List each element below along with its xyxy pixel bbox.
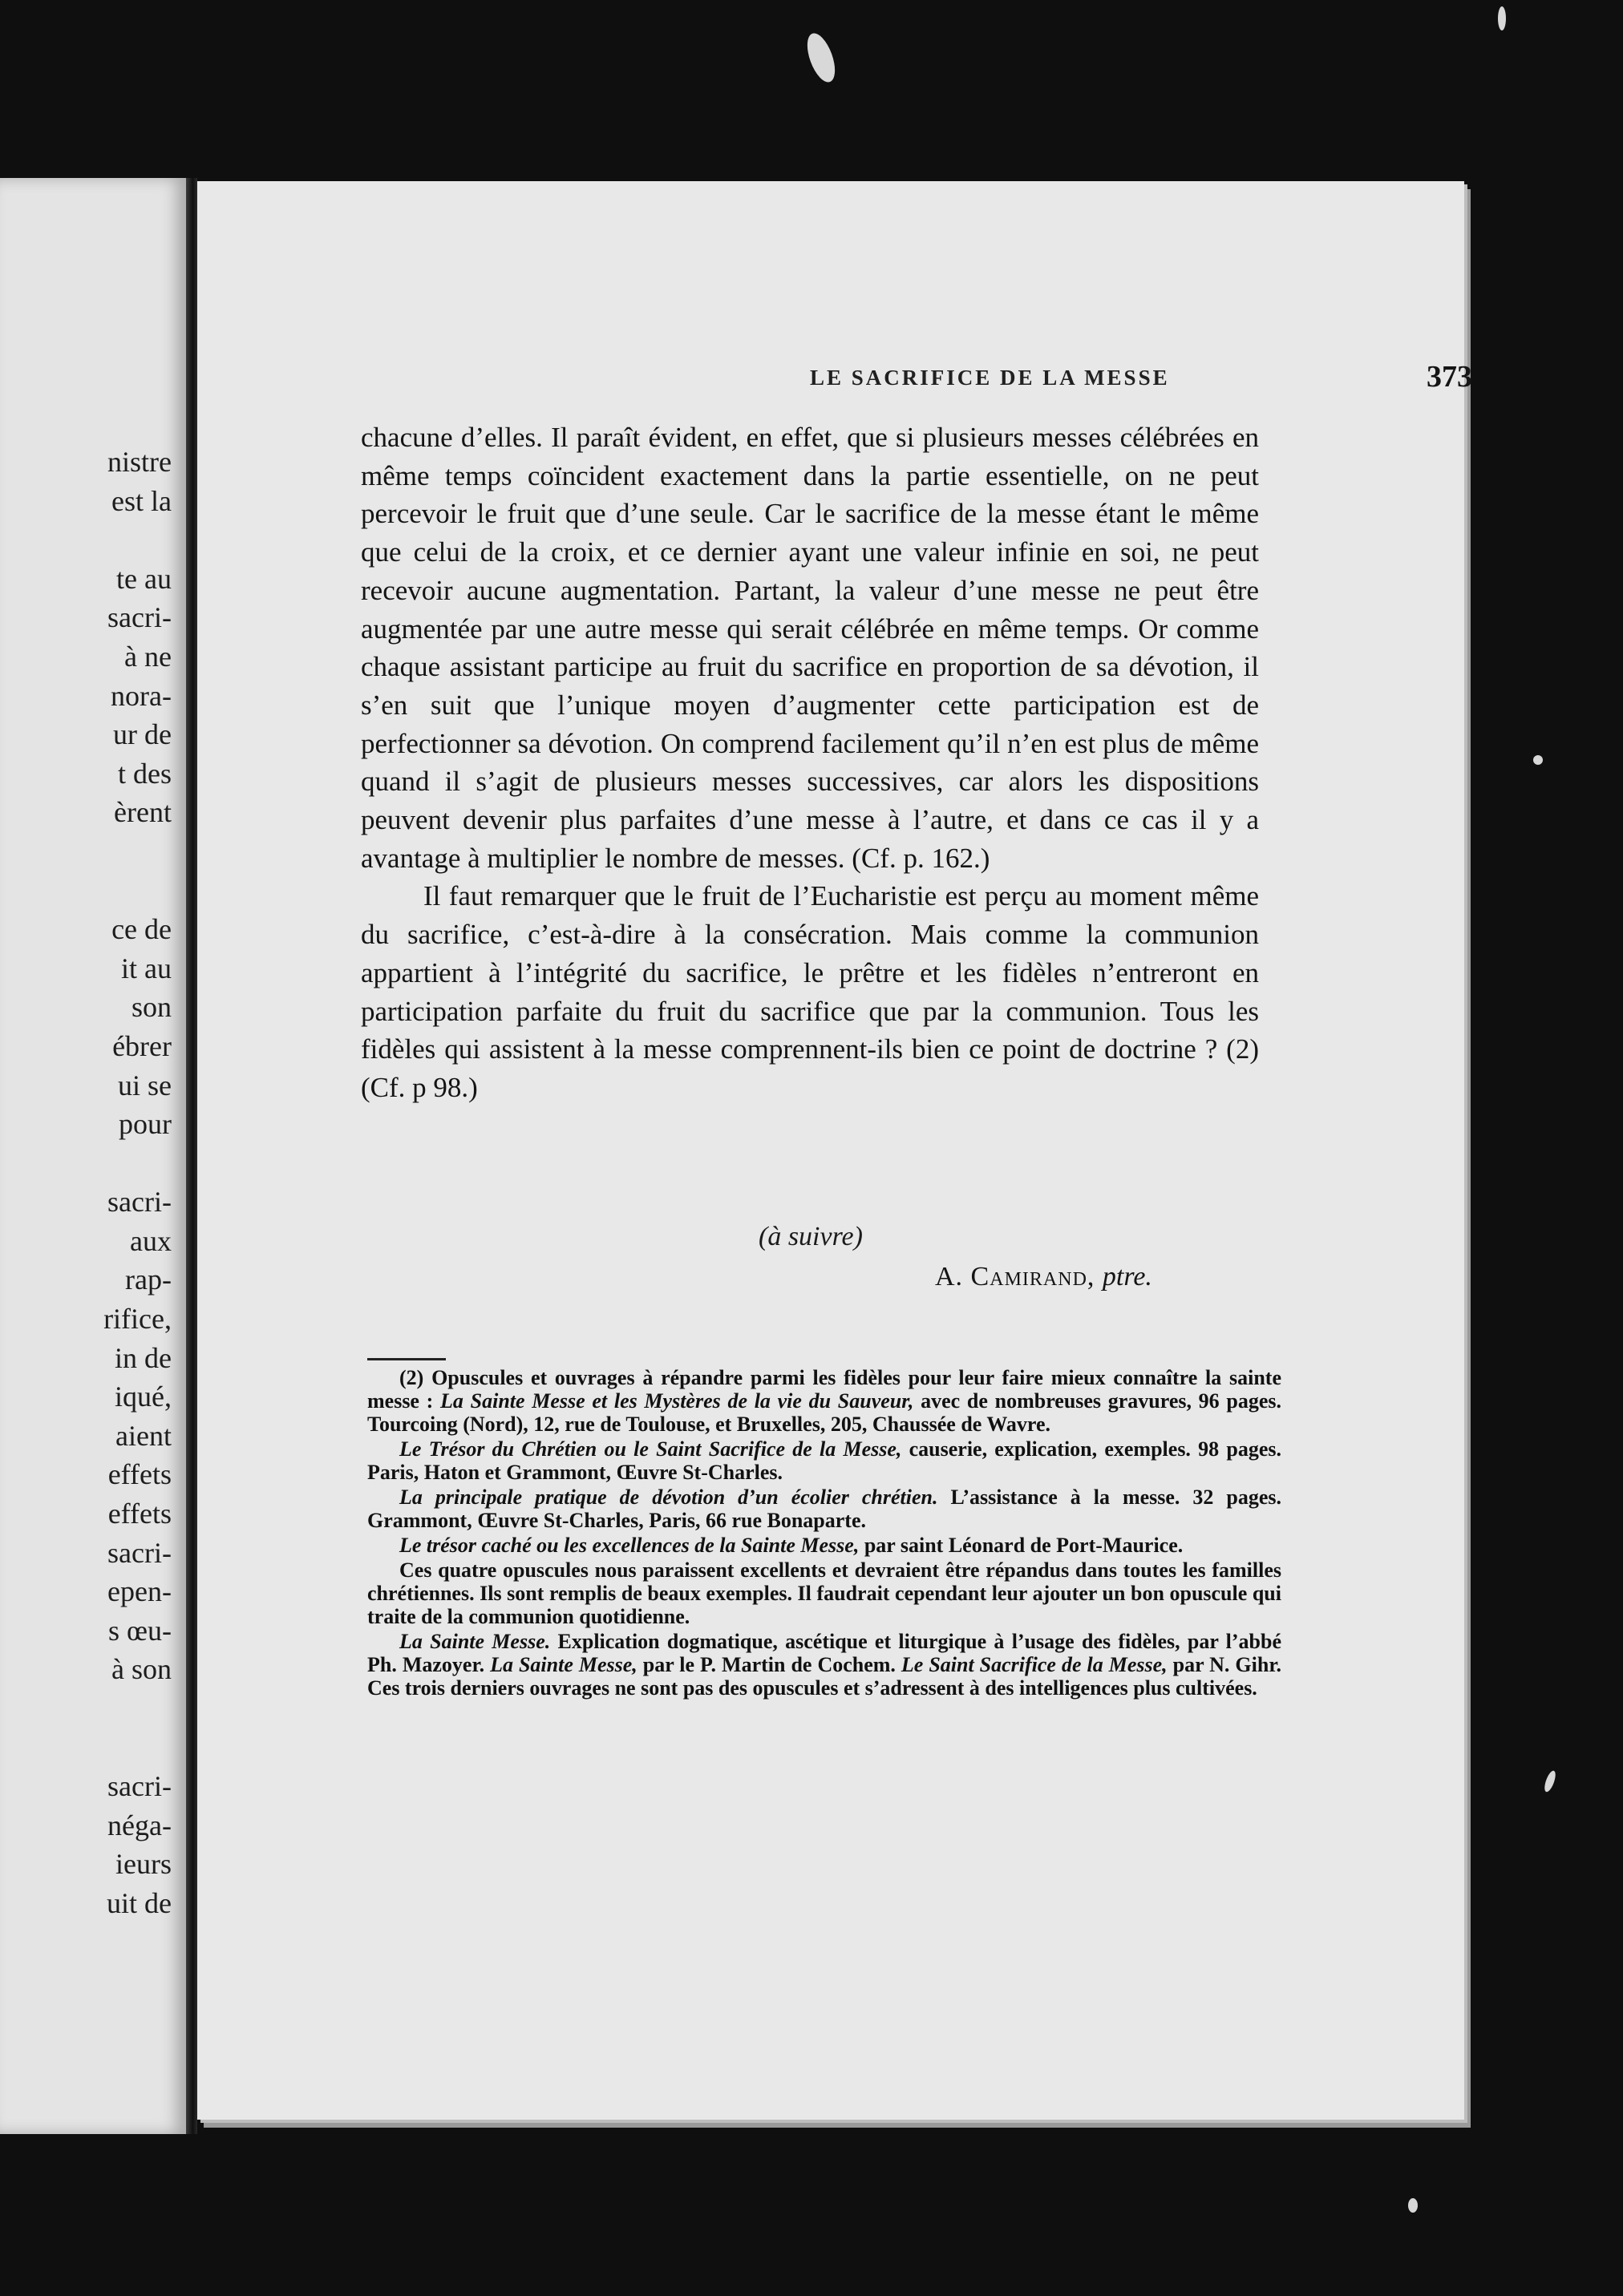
fragment-line: sacri- — [107, 1186, 172, 1219]
author-signature — [935, 1262, 1152, 1292]
previous-page-text — [11, 443, 172, 1923]
fragment-line: son — [131, 991, 172, 1024]
fragment-line: à son — [111, 1653, 172, 1686]
fragment-line: aient — [115, 1419, 172, 1452]
fragment-line: iqué, — [115, 1380, 172, 1413]
footnote-text: L’assistance à la messe. 32 pages. Grammont, Œuvre St-Charles, Paris, 66 rue Bonaparte. — [367, 1486, 1281, 1532]
fragment-line: ce de — [111, 913, 172, 946]
footnote-entry: Ces quatre opuscules nous paraissent excellents et devraient être répandus dans toutes les familles chrétiennes. Ils sont remplis de beaux exemples. Il faudrait cependant leur ajouter un bon opuscule qui traite de la communion quotidienne. — [367, 1558, 1281, 1628]
footnote-rule — [367, 1358, 446, 1360]
fragment-line: sacri- — [107, 1536, 172, 1569]
page-373 — [197, 181, 1472, 2120]
fragment-line: rifice, — [103, 1303, 172, 1336]
fragment-line: à ne — [124, 640, 172, 673]
footnote-entry — [367, 1437, 1281, 1484]
film-speck — [802, 30, 840, 86]
paragraph-1: chacune d’elles. Il paraît évident, en effet, que si plusieurs messes célébrées en même temps coïncident exactement dans la partie essentielle, on ne peut percevoir le fruit que d’une seule. Car le sacrifice de la messe étant le même que celui de la croix, et ce dernier ayant une valeur infinie en soi, ne peut recevoir aucune augmentation. Partant, la valeur d’une messe ne peut être augmentée par une autre messe qui serait célébrée en même temps. Or comme chaque assistant participe au fruit du sacrifice en proportion de sa dévotion, il s’en suit que l’unique moyen d’augmenter cette participation est de perfectionner sa dévotion. On comprend facilement qu’il n’en est plus de même quand il s’agit de plusieurs messes successives, car alors les dispositions peuvent devenir plus parfaites d’une messe à l’autre, et dans ce cas il y a avantage à multiplier le nombre de messes. (Cf. p. 162.) — [361, 422, 1259, 874]
book-title: La principale pratique de dévotion d’un écolier chrétien. — [399, 1486, 938, 1509]
book-title: Le trésor caché ou les excellences de la Sainte Messe, — [399, 1534, 860, 1557]
fragment-line: aux — [130, 1224, 172, 1257]
paragraph-2: Il faut remarquer que le fruit de l’Eucharistie est perçu au moment même du sacrifice, c’est-à-dire à la consécration. Mais comme la communion appartient à l’intégrité du sacrifice, le prêtre et les fidèles n’entreront en participation parfaite du fruit du sacrifice que par la communion. Tous les fidèles qui assistent à la messe comprennent-ils bien ce point de doctrine ? (2) (Cf. p 98.) — [361, 880, 1259, 1103]
fragment-line: sacri- — [107, 601, 172, 634]
page-number: 373 — [1427, 360, 1472, 394]
fragment-line: est la — [111, 484, 172, 517]
fragment-line: pour — [119, 1108, 172, 1141]
footnote-text: par saint Léonard de Port-Maurice. — [859, 1534, 1184, 1557]
book-title: Le Trésor du Chrétien ou le Saint Sacrifice de la Messe, — [399, 1437, 902, 1461]
fragment-line: ébrer — [112, 1029, 172, 1062]
fragment-line: ui se — [118, 1069, 172, 1102]
fragment-line: èrent — [114, 796, 172, 829]
fragment-line — [11, 1144, 172, 1183]
fragment-line: in de — [115, 1341, 172, 1374]
footnote-text: par N. Gihr. Ces trois derniers ouvrages ne sont pas des opuscules et s’adressent à des intelligences plus cultivées. — [367, 1653, 1281, 1700]
fragment-line: ur de — [113, 718, 172, 751]
film-speck — [1408, 2198, 1418, 2213]
footnote-entry — [367, 1486, 1281, 1532]
fragment-line: néga- — [107, 1809, 172, 1841]
fragment-line: effets — [107, 1498, 172, 1530]
fragment-line: ieurs — [115, 1848, 172, 1881]
fragment-line: sacri- — [107, 1770, 172, 1803]
book-title: La Sainte Messe. — [399, 1630, 551, 1653]
fragment-line — [11, 1728, 172, 1768]
fragment-line: t des — [118, 757, 172, 790]
fragment-line: it au — [121, 952, 172, 984]
body-text — [361, 418, 1259, 1107]
footnote-text: par le P. Martin de Cochem. — [637, 1653, 901, 1676]
footnote-text: avec de nombreuses gravures, 96 pages. Tourcoing (Nord), 12, rue de Toulouse, et Bruxelles, 205, Chaussée de Wavre. — [367, 1389, 1282, 1436]
footnote-text: causerie, explication, exemples. 98 pages. Paris, Haton et Grammont, Œuvre St-Charles. — [367, 1437, 1281, 1484]
fragment-line — [11, 832, 172, 871]
fragment-line: nora- — [111, 679, 172, 712]
book-spine — [186, 178, 197, 2134]
fragment-line: uit de — [107, 1886, 172, 1919]
fragment-line — [11, 520, 172, 560]
fragment-line: s œu- — [108, 1614, 172, 1647]
to-be-continued-text: (à suivre) — [759, 1222, 863, 1251]
fragment-line — [11, 871, 172, 911]
film-speck — [1533, 755, 1543, 765]
fragment-line: te au — [116, 562, 172, 595]
footnotes — [367, 1366, 1281, 1701]
footnote-text: Explication dogmatique, ascétique et liturgique à l’usage des fidèles, par l’abbé Ph. Mazoyer. — [367, 1630, 1281, 1676]
running-header — [608, 359, 1472, 399]
book-title: Le Saint Sacrifice de la Messe, — [901, 1653, 1168, 1676]
fragment-line: effets — [107, 1458, 172, 1491]
footnote-2 — [367, 1366, 1281, 1436]
book-title: La Sainte Messe, — [490, 1653, 637, 1676]
fragment-line: nistre — [107, 446, 172, 478]
film-speck — [1498, 6, 1506, 30]
footnote-text: (2) Opuscules et ouvrages à répandre parmi les fidèles pour leur faire mieux connaître la sainte messe : — [367, 1366, 1281, 1413]
author-name: A. Camirand, — [935, 1262, 1095, 1292]
footnote-entry — [367, 1534, 1281, 1557]
fragment-line — [11, 1689, 172, 1728]
book-title: La Sainte Messe et les Mystères de la vie du Sauveur, — [440, 1389, 914, 1413]
previous-page — [0, 178, 186, 2134]
running-title: LE SACRIFICE DE LA MESSE — [810, 366, 1170, 390]
fragment-line: rap- — [125, 1263, 172, 1296]
film-speck — [1543, 1769, 1558, 1793]
footnote-entry — [367, 1630, 1281, 1700]
fragment-line: epen- — [107, 1575, 172, 1608]
to-be-continued — [759, 1222, 863, 1252]
author-title: ptre. — [1102, 1262, 1152, 1292]
